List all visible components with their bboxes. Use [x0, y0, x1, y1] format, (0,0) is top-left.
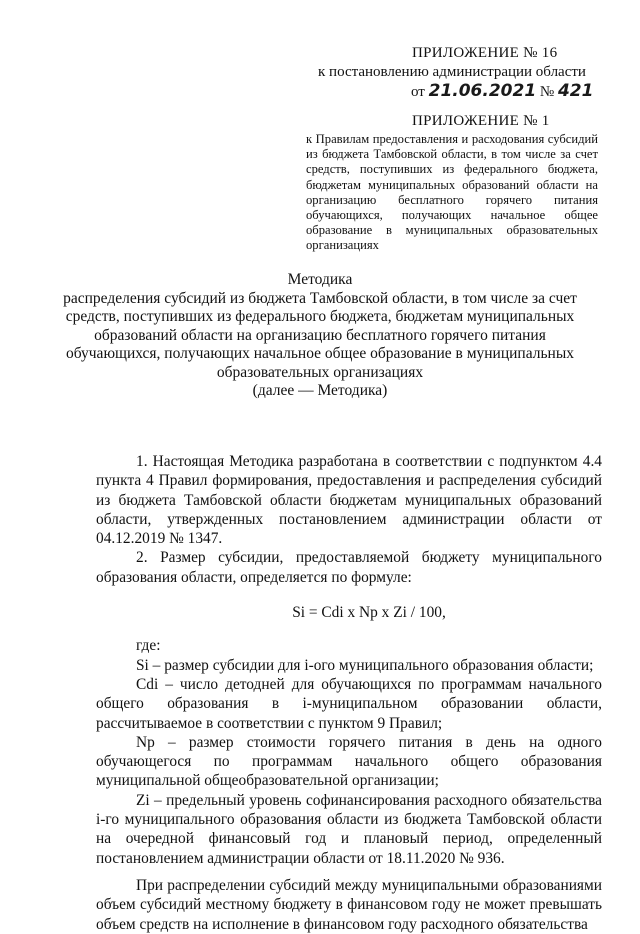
where-label: где:: [136, 637, 161, 655]
appendix-1-reference: к Правилам предоставления и расходования субсидий из бюджета Тамбовской области, в том числе за счет средств, поступивших из федерального бюджета, бюджетам муниципальных образований области на организацию бесплатного горячего питания обучающихся, получающих начальное общее образование в муниципальных образовательных организациях: [306, 132, 598, 253]
paragraph-3: При распределении субсидий между муниципальными образованиями объем субсидий местному бюджету в финансовом году не может превышать объем средств на исполнение в финансовом году расходного обязательства: [96, 876, 602, 933]
paragraph-2: 2. Размер субсидии, предоставляемой бюджету муниципального образования области, определяется по формуле:: [96, 549, 602, 586]
title-note: (далее — Методика): [252, 382, 388, 399]
definition-cdi: Cdi – число детодней для обучающихся по программам начального общего образования в i-муниципальном образовании области, рассчитываемое в соответствии с пунктом 9 Правил;: [96, 675, 602, 732]
document-title: [60, 271, 580, 401]
appendix-16-date-line: [411, 82, 593, 102]
handwritten-number: 421: [557, 81, 594, 101]
paragraph-1: 1. Настоящая Методика разработана в соответствии с подпунктом 4.4 пункта 4 Правил формирования, предоставления и распределения субсидий из бюджета Тамбовской области бюджетам муниципальных образований области, утвержденных постановлением администрации области от 04.12.2019 № 1347.: [96, 453, 602, 548]
title-heading: Методика: [287, 271, 353, 288]
definition-zi: Zi – предельный уровень софинансирования расходного обязательства i-го муниципального образования области из бюджета Тамбовской области на очередной финансовый год и плановый период, определенный постановлением администрации области от 18.11.2020 № 936.: [96, 791, 602, 867]
appendix-16-heading: ПРИЛОЖЕНИЕ № 16: [412, 45, 558, 61]
handwritten-date: 21.06.2021: [428, 81, 537, 101]
appendix-1-heading: ПРИЛОЖЕНИЕ № 1: [412, 113, 550, 129]
number-prefix: №: [539, 84, 555, 100]
definition-np: Np – размер стоимости горячего питания в день на одного обучающегося по программам начального общего образования муниципальной общеобразовательной организации;: [96, 733, 602, 790]
title-subtitle: распределения субсидий из бюджета Тамбовской области, в том числе за счет средств, поступивших из федерального бюджета, бюджетам муниципальных образований области на организацию бесплатного горячего питания обучающихся, получающих начальное общее образование в муниципальных образовательных организациях: [63, 289, 577, 381]
formula: Si = Cdi x Np x Zi / 100,: [292, 604, 446, 622]
definition-si: Si – размер субсидии для i-ого муниципального образования области;: [136, 656, 594, 674]
appendix-16-reference: к постановлению администрации области: [318, 64, 586, 80]
document-body: [96, 452, 602, 934]
paragraph-gap: [96, 868, 602, 876]
date-prefix: от: [411, 84, 425, 100]
